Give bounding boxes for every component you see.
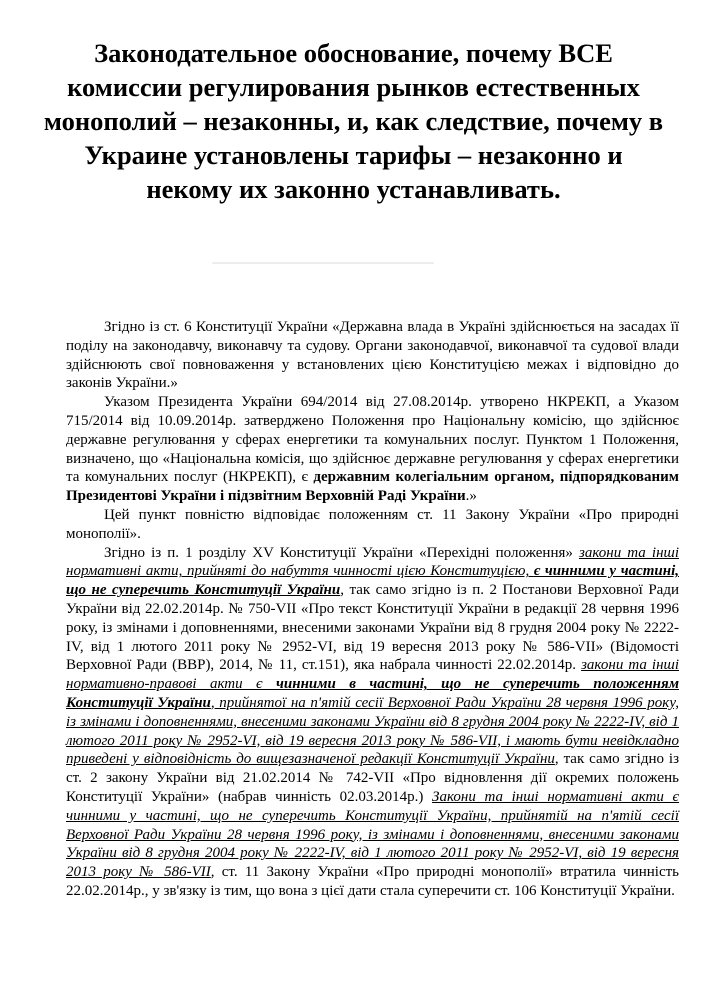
document-title: Законодательное обоснование, почему ВСЕ комиссии регулирования рынков естественных монополий – незаконны, и, как следствие, почему в Украине установлены тарифы – незаконно и некому их законно устанавливать. <box>43 38 664 204</box>
paragraph-text: Згідно із п. 1 розділу XV Конституції України «Перехідні положення» <box>104 544 579 561</box>
title-divider <box>212 262 434 264</box>
paragraph-law-monopolies <box>66 506 679 544</box>
paragraph-text: Указом Президента України 694/2014 від 27.08.2014р. утворено НКРЕКП, а Указом 715/2014 від 10.09.2014р. затверджено Положення про Національну комісію, що здійснює державне регулювання у сферах енергетики та комунальних послуг. Пунктом 1 Положення, визначено, що «Національна комісія, що здійснює державне регулювання у сферах енергетики та комунальних послуг (НКРЕКП), є <box>66 394 679 486</box>
paragraph-text: Згідно із ст. 6 Конституції України «Державна влада в Україні здійснюється на засадах її поділу на законодавчу, виконавчу та судову. Органи законодавчої, виконавчої та судової влади здійснюють свої повноваження у встановлених цією Конституцією межах і відповідно до законів України.» <box>66 319 679 392</box>
document-body <box>66 318 679 901</box>
paragraph-constitution-art6 <box>66 318 679 393</box>
paragraph-text: , ст. 11 Закону України «Про природні монополії» втратила чинність 22.02.2014р., у зв'язку із тим, що вона з цієї дати стала суперечити ст. 106 Конституції України. <box>66 864 680 899</box>
paragraph-transitional-provisions <box>66 544 679 901</box>
italic-underlined-quote: Закони та інші нормативні акти є чинними у частині, що не суперечить Конституції України, прийнятій на п'ятій сесії Верховної Ради України 28 червня 1996 року, із змінами і доповненнями, внесеними законами України від 8 грудня 2004 року № 2222-IV, від 1 лютого 2011 року № 2952-VI, від 19 вересня 2013 року № 586-VII <box>66 788 680 881</box>
paragraph-text: , так само згідно із п. 2 Постанови Верховної Ради України від 22.02.2014р. № 750-VII «Про текст Конституції України в редакції 28 червня 1996 року, із змінами і доповненнями, внесеними законами України від 8 грудня 2004 року № 2222-IV, від 1 лютого 2011 року № 2952-VI, від 19 вересня 2013 року № 586-VII» (Відомості Верховної Ради (ВВР), 2014, № 11, ст.151), яка набрала чинності 22.02.2014р. <box>66 582 679 674</box>
italic-underlined-quote: закони та інші нормативні акти, прийняті до набуття чинності цією Конституцією, <box>66 544 679 580</box>
paragraph-text: , так само згідно із ст. 2 закону України від 21.02.2014 № 742-VII «Про відновлення дії окремих положень Конституції України» (набрав чинність 02.03.2014р.) <box>66 751 680 805</box>
paragraph-text: Цей пункт повністю відповідає положенням ст. 11 Закону України «Про природні монополії». <box>66 506 679 542</box>
bold-emphasis: державним колегіальним органом, підпорядкованим Президентові України і підзвітним Верховній Раді України <box>66 469 679 505</box>
paragraph-presidential-decree <box>66 393 679 506</box>
paragraph-text: .» <box>465 488 477 505</box>
bold-italic-underlined-quote: є чинними у частині, що не суперечить Конституції України <box>66 563 679 599</box>
italic-underlined-quote: , прийнятої на п'ятій сесії Верховної Ради України 28 червня 1996 року, із змінами і доповненнями, внесеними законами України від 8 грудня 2004 року № 2222-IV, від 1 лютого 2011 року № 2952-VI, від 19 вересня 2013 року № 586-VII, і мають бути невідкладно приведені у відповідність до вищезазначеної редакції Конституції України <box>66 694 679 768</box>
bold-italic-underlined-quote: чинними в частині, що не суперечить положенням Конституції України <box>66 676 680 711</box>
italic-underlined-quote: закони та інші нормативно-правові акти є <box>66 657 679 693</box>
